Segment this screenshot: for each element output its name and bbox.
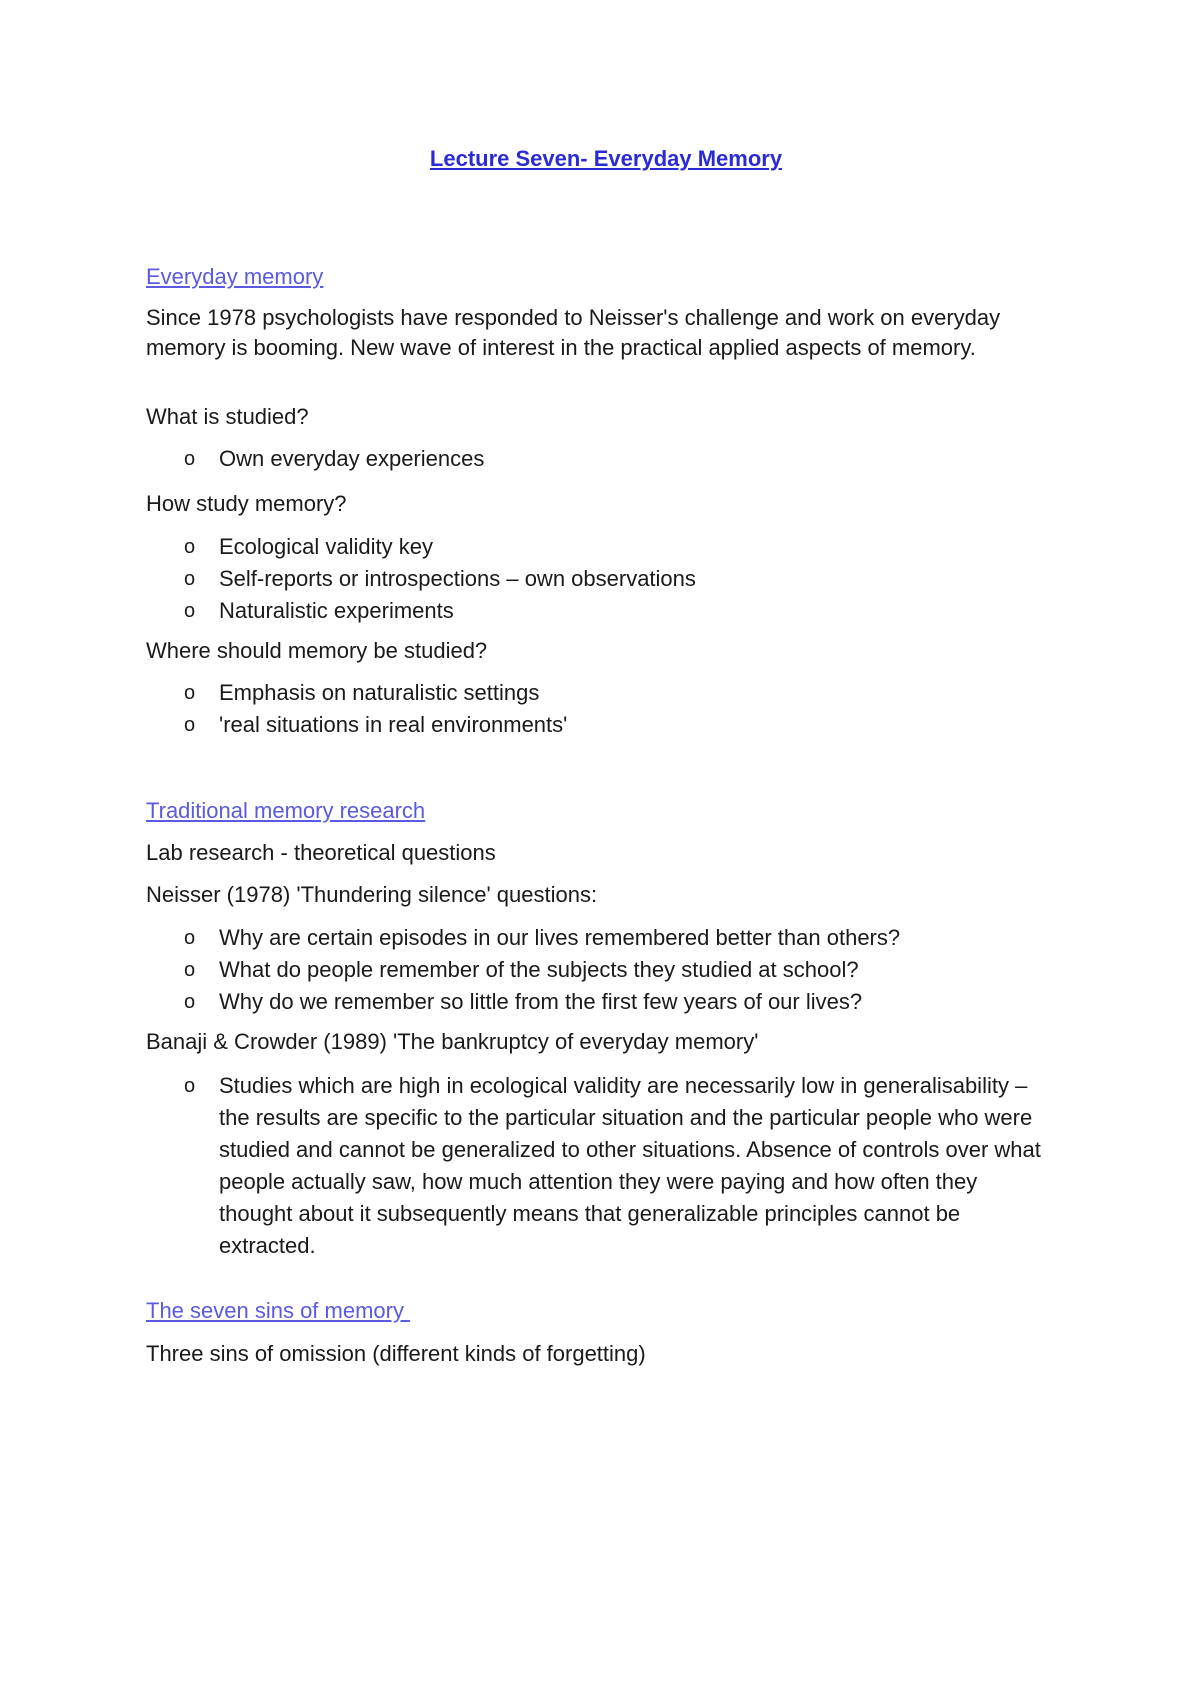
bullet-icon: o [184,1075,196,1097]
lab-research-line: Lab research - theoretical questions [146,840,496,865]
bullet-icon: o [184,568,196,590]
question-what-studied: What is studied? [146,404,309,429]
section-everyday-memory [146,262,1066,292]
bullet-icon: o [184,959,196,981]
neisser-questions-line: Neisser (1978) 'Thundering silence' questions: [146,882,598,907]
list-item: o Naturalistic experiments [146,595,1066,627]
section-heading-seven-sins: The seven sins of memory [146,1298,411,1323]
list-item: o Self-reports or introspections – own observations [146,563,1066,595]
banaji-crowder-line: Banaji & Crowder (1989) 'The bankruptcy of everyday memory' [146,1029,759,1054]
section-seven-sins [146,1296,1066,1326]
list-neisser-questions [146,922,1066,1018]
list-how-study [146,531,1066,627]
list-item: o 'real situations in real environments' [146,709,1066,741]
list-item: o Own everyday experiences [146,443,1066,475]
bullet-icon: o [184,714,196,736]
list-item: o Emphasis on naturalistic settings [146,677,1066,709]
section-heading-traditional-memory-research: Traditional memory research [146,798,426,823]
bullet-icon: o [184,600,196,622]
section-heading-everyday-memory: Everyday memory [146,264,324,289]
page-title: Lecture Seven- Everyday Memory [429,146,783,171]
sins-of-omission-line: Three sins of omission (different kinds of forgetting) [146,1341,646,1366]
list-banaji-crowder [146,1070,1046,1262]
bullet-icon: o [184,927,196,949]
list-item: o Ecological validity key [146,531,1066,563]
list-what-studied [146,443,1066,475]
question-where-studied: Where should memory be studied? [146,638,488,663]
bullet-icon: o [184,448,196,470]
bullet-icon: o [184,536,196,558]
list-item: o Why are certain episodes in our lives remembered better than others? [146,922,1066,954]
list-where-studied [146,677,1066,741]
intro-paragraph: Since 1978 psychologists have responded to Neisser's challenge and work on everyday memory is booming. New wave of interest in the practical applied aspects of memory. [146,305,1001,360]
bullet-icon: o [184,682,196,704]
question-how-study: How study memory? [146,491,347,516]
list-item: o Studies which are high in ecological validity are necessarily low in generalisability – the results are specific to the particular situation and the particular people who were studied and cannot be generalized to other situations. Absence of controls over what people actually saw, how much attention they were paying and how often they thought about it subsequently means that generalizable principles cannot be extracted. [146,1070,1046,1262]
list-item: o Why do we remember so little from the first few years of our lives? [146,986,1066,1018]
bullet-icon: o [184,991,196,1013]
section-traditional-memory-research [146,796,1066,826]
list-item: o What do people remember of the subjects they studied at school? [146,954,1066,986]
